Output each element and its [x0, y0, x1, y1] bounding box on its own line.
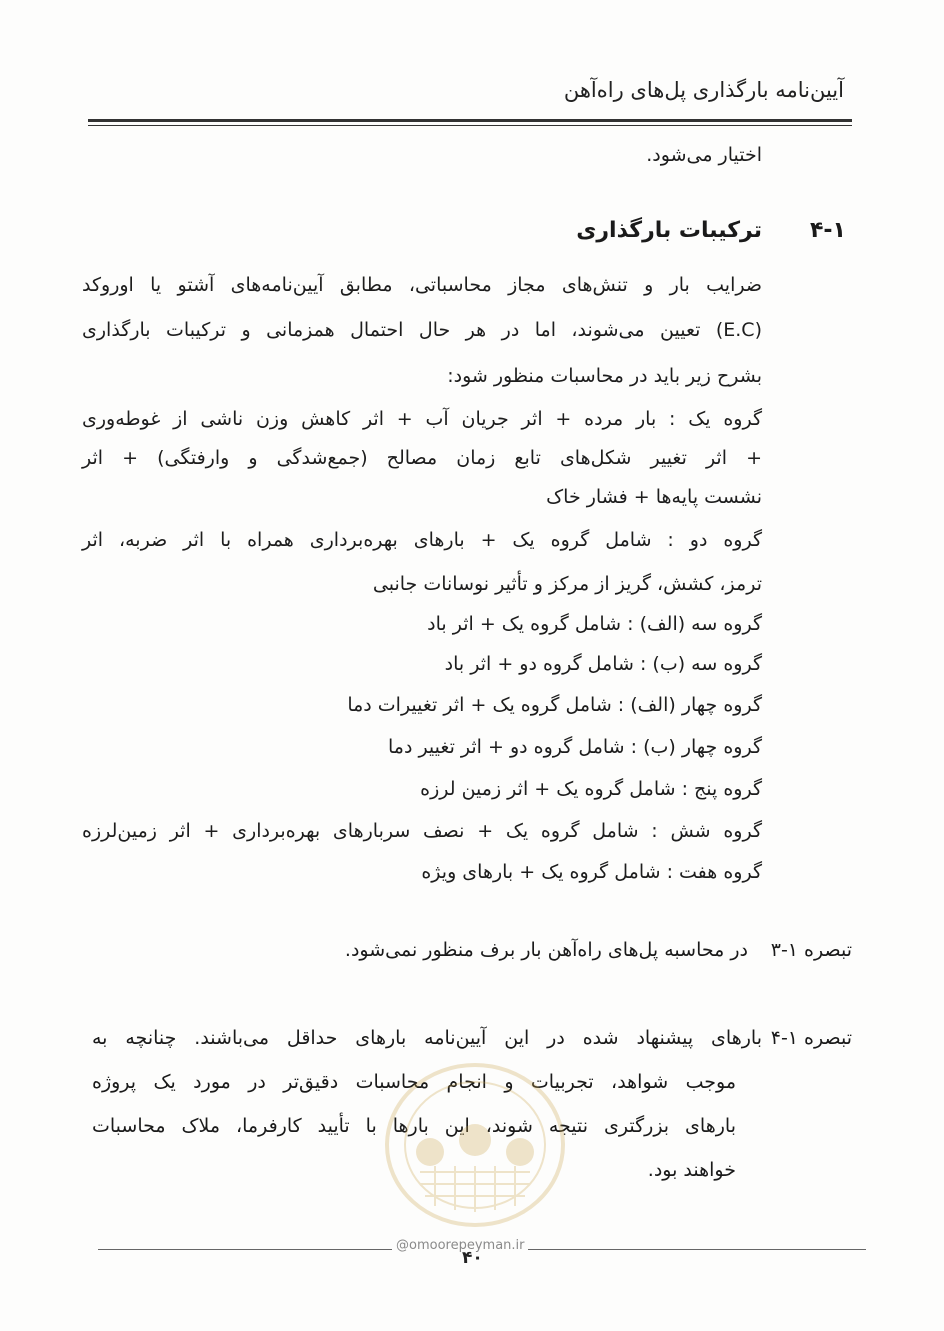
- note-label: تبصره ۱-۴: [770, 1027, 852, 1049]
- section-number: ۴-۱: [810, 218, 846, 243]
- note-label: تبصره ۱-۳: [770, 939, 852, 961]
- note-text: در محاسبه پل‌های راه‌آهن بار برف منظور نمی‌شود.: [344, 939, 748, 961]
- note-text: بارهای بزرگتری نتیجه شوند، این بارها با تأیید کارفرما، ملاک محاسبات: [92, 1115, 736, 1137]
- group-line: + اثر تغییر شکل‌های تابع زمان مصالح (جمع‌شدگی و وارفتگی) + اثر: [82, 447, 762, 469]
- page-number: ۴۰: [462, 1248, 483, 1268]
- group-line: گروه چهار (الف) : شامل گروه یک + اثر تغییرات دما: [347, 694, 762, 716]
- note-text: موجب شواهد، تجربیات و انجام محاسبات دقیق‌تر در مورد یک پروژه: [92, 1071, 736, 1093]
- group-line: گروه دو : شامل گروه یک + بارهای بهره‌برداری همراه با اثر ضربه، اثر: [82, 529, 762, 551]
- running-header-title: آیین‌نامه بارگذاری پل‌های راه‌آهن: [563, 78, 844, 102]
- paragraph-line: ضرایب بار و تنش‌های مجاز محاسباتی، مطابق آیین‌نامه‌های آشتو یا اوروکد: [82, 274, 762, 296]
- group-line: گروه شش : شامل گروه یک + نصف سربارهای بهره‌برداری + اثر زمین‌لرزه: [82, 820, 762, 842]
- footer-website: @omoorepeyman.ir: [392, 1238, 528, 1253]
- group-line: ترمز، کشش، گریز از مرکز و تأثیر نوسانات جانبی: [372, 573, 762, 595]
- header-rule-thick: [88, 119, 852, 122]
- intro-line: اختیار می‌شود.: [646, 144, 762, 166]
- group-line: نشست پایه‌ها + فشار خاک: [546, 486, 762, 508]
- group-line: گروه هفت : شامل گروه یک + بارهای ویژه: [421, 861, 762, 883]
- group-line: گروه پنج : شامل گروه یک + اثر زمین لرزه: [420, 778, 762, 800]
- group-line: گروه یک : بار مرده + اثر جریان آب + اثر کاهش وزن ناشی از غوطه‌وری: [82, 408, 762, 430]
- group-line: گروه چهار (ب) : شامل گروه دو + اثر تغییر دما: [387, 736, 762, 758]
- paragraph-line: (E.C) تعیین می‌شوند، اما در هر حال احتمال همزمانی و ترکیبات بارگذاری: [82, 319, 762, 341]
- note-text: خواهند بود.: [647, 1159, 736, 1181]
- watermark-seal-icon: [380, 1060, 570, 1230]
- note-text: بارهای پیشنهاد شده در این آیین‌نامه بارهای حداقل می‌باشند. چنانچه به: [92, 1027, 762, 1049]
- group-line: گروه سه (ب) : شامل گروه دو + اثر باد: [444, 653, 762, 675]
- header-rule-thin: [88, 125, 852, 126]
- section-title: ترکیبات بارگذاری: [576, 218, 762, 243]
- paragraph-line: بشرح زیر باید در محاسبات منظور شود:: [447, 365, 762, 387]
- group-line: گروه سه (الف) : شامل گروه یک + اثر باد: [427, 613, 762, 635]
